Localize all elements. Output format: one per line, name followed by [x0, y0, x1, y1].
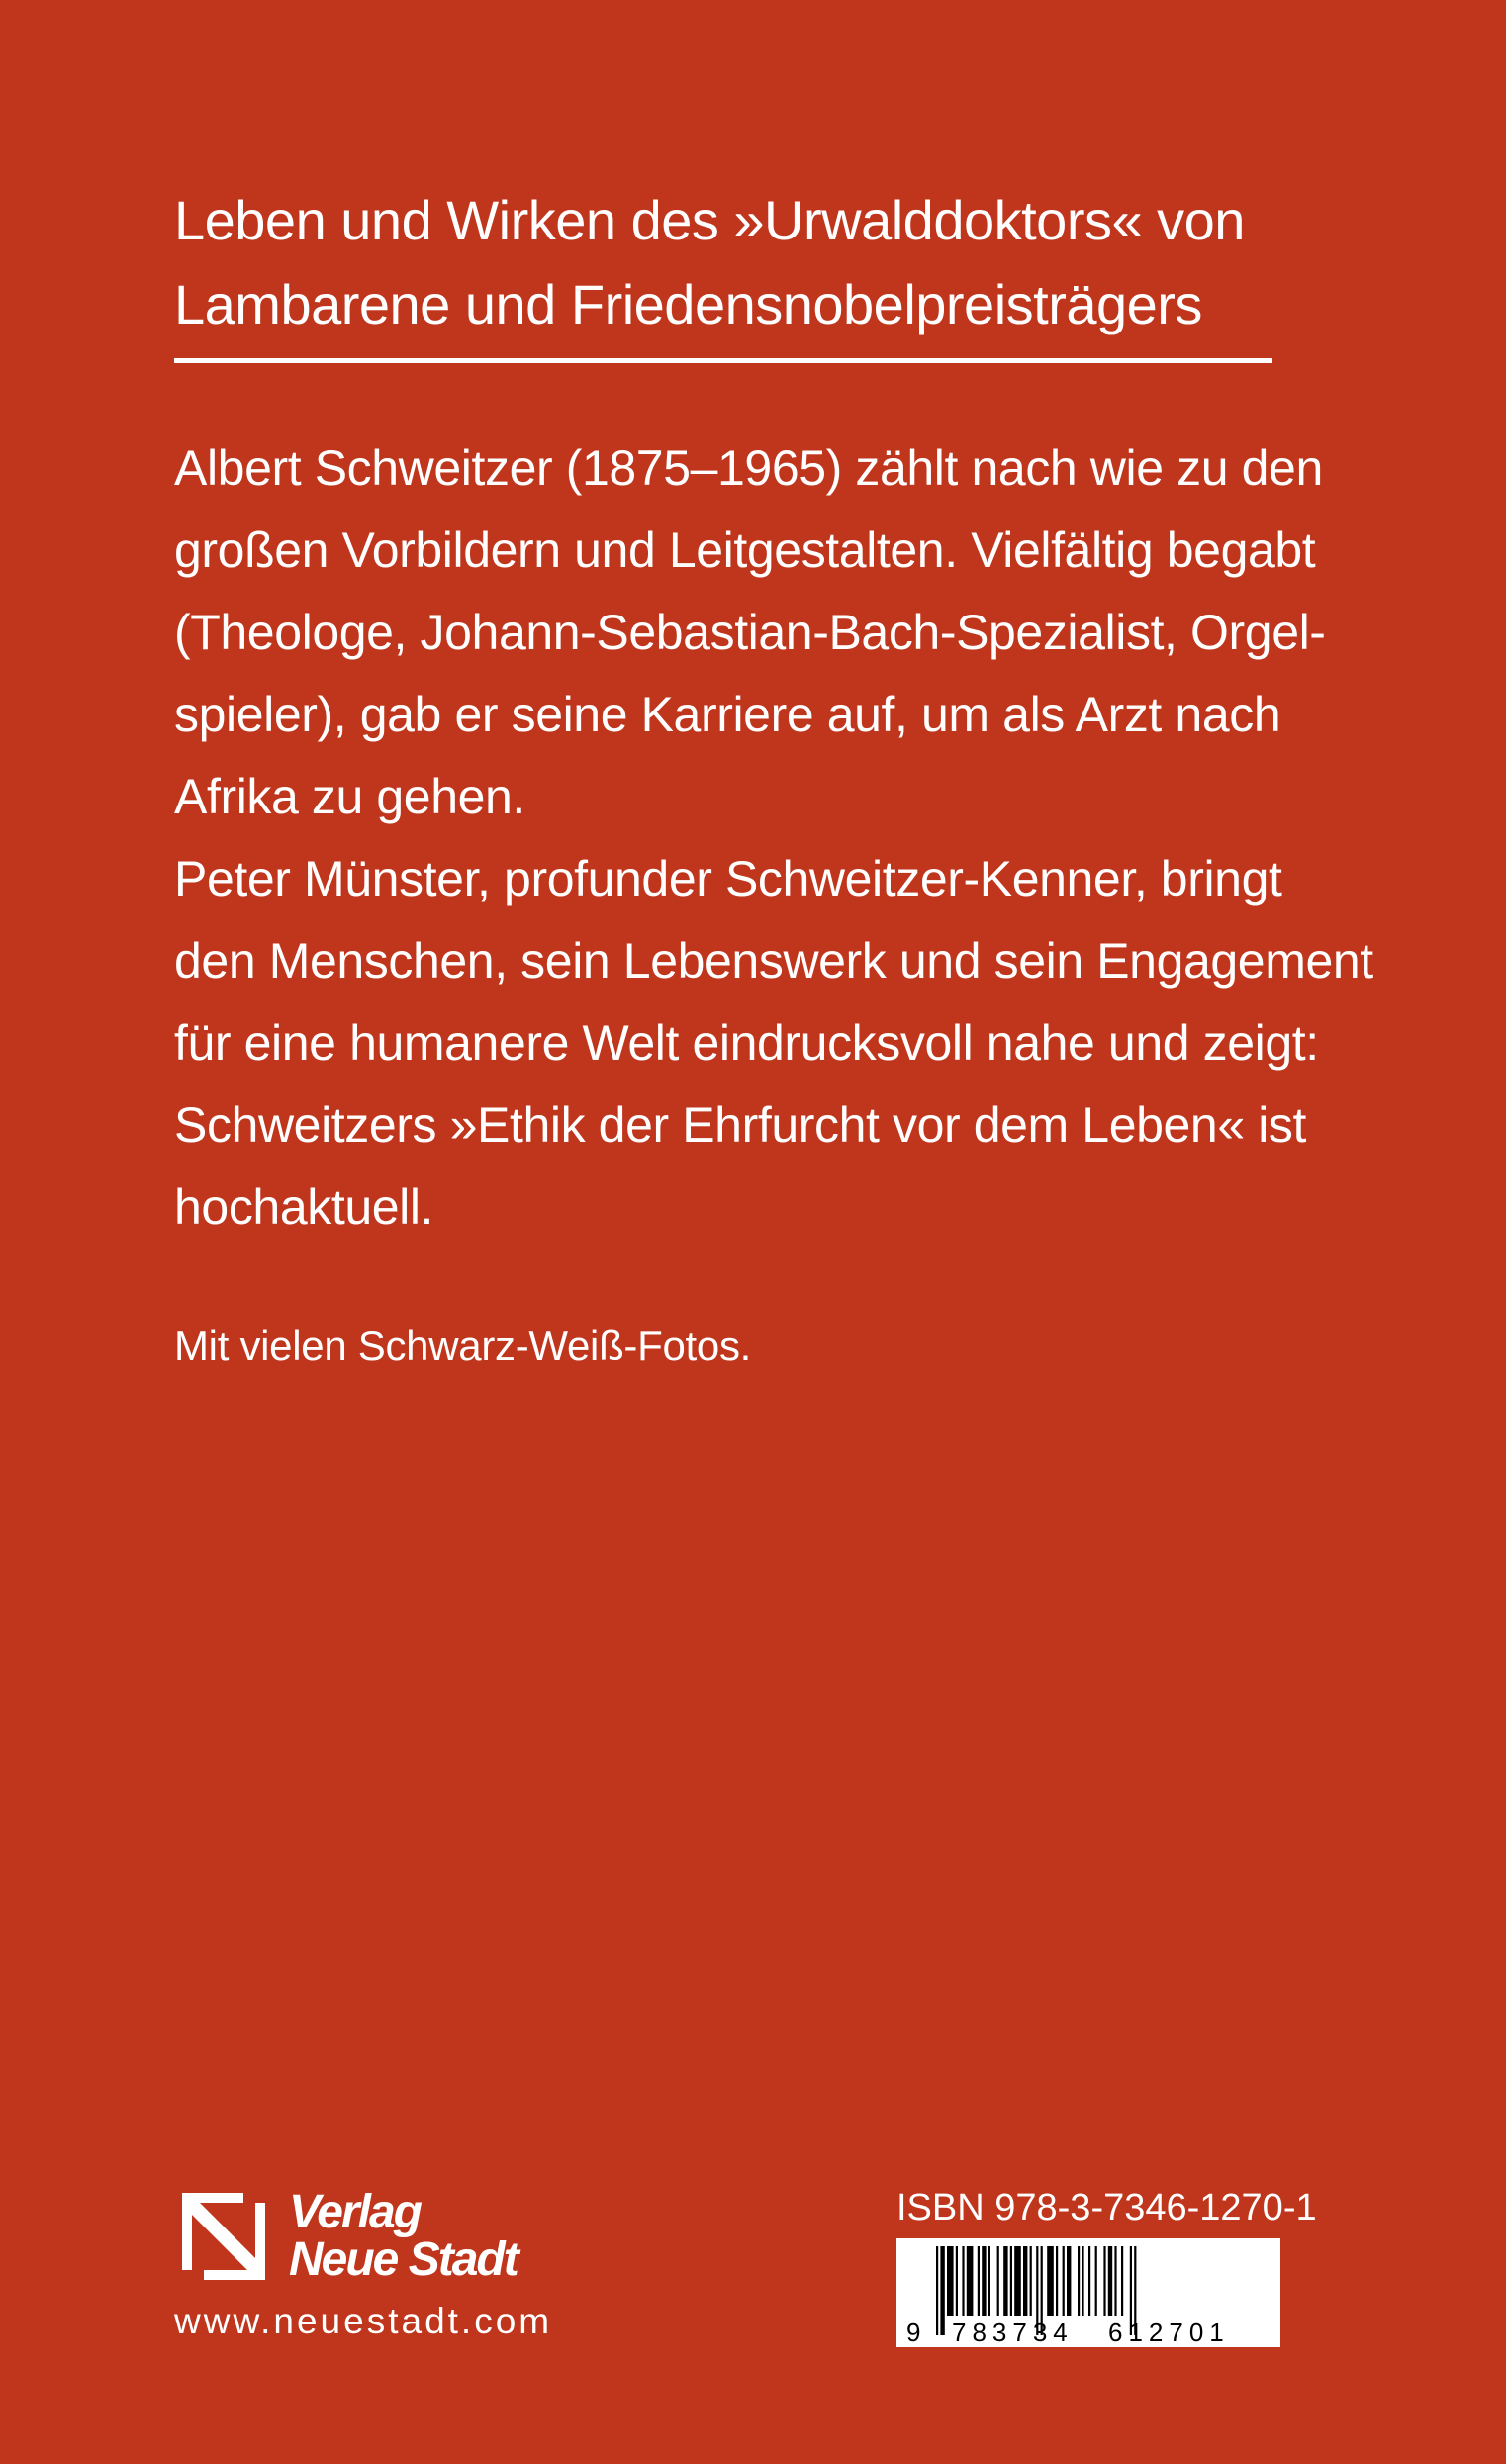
description-line: Peter Münster, profunder Schweitzer-Kenner, bringt: [174, 851, 1282, 906]
barcode-bar: [1047, 2246, 1054, 2316]
description-line: (Theologe, Johann-Sebastian-Bach-Spezialist, Orgel-: [174, 605, 1326, 660]
barcode-bar: [967, 2246, 974, 2316]
barcode-bar: [962, 2246, 964, 2316]
barcode-bar: [947, 2246, 954, 2316]
headline-line: Leben und Wirken des »Urwalddoktors« von: [174, 189, 1245, 251]
barcode-digits-left: 783734: [952, 2318, 1074, 2347]
barcode-bar: [1114, 2246, 1116, 2316]
barcode-bar: [1067, 2246, 1071, 2316]
barcode-bar: [1095, 2246, 1097, 2316]
barcode-bar: [1108, 2246, 1112, 2316]
divider-line: [174, 358, 1272, 363]
barcode-bar: [1063, 2246, 1065, 2316]
barcode-bar: [1003, 2246, 1007, 2316]
publisher-name-line: Verlag: [289, 2186, 421, 2238]
description-line: für eine humanere Welt eindrucksvoll nahe und zeigt:: [174, 1015, 1319, 1071]
barcode-bar: [1010, 2246, 1012, 2316]
barcode-bar: [1014, 2246, 1021, 2316]
barcode-bar: [936, 2246, 938, 2335]
barcode-bar: [940, 2246, 944, 2335]
photo-note: Mit vielen Schwarz-Weiß-Fotos.: [174, 1322, 752, 1369]
description-line: Schweitzers »Ethik der Ehrfurcht vor dem Leben« ist: [174, 1097, 1307, 1153]
barcode-bar: [956, 2246, 958, 2316]
barcode-bar: [1121, 2246, 1123, 2316]
barcode-bar: [1082, 2246, 1083, 2316]
description-line: hochaktuell.: [174, 1180, 434, 1235]
barcode-graphic: [896, 2238, 1280, 2347]
publisher-name-line: Neue Stadt: [289, 2233, 518, 2286]
barcode-bar: [978, 2246, 980, 2316]
barcode-bar: [1056, 2246, 1058, 2316]
description: [174, 427, 1373, 1249]
barcode-bar: [997, 2246, 999, 2316]
publisher-logo-icon: [174, 2187, 273, 2286]
barcode-bar: [1030, 2246, 1032, 2316]
isbn-barcode: [896, 2238, 1280, 2347]
description-line: großen Vorbildern und Leitgestalten. Vielfältig begabt: [174, 522, 1316, 578]
barcode-digits-right: 612701: [1108, 2318, 1230, 2347]
barcode-bar: [1103, 2246, 1105, 2316]
publisher-website: www.neuestadt.com: [174, 2301, 553, 2341]
barcode-bar: [1078, 2246, 1080, 2316]
barcode-bar: [1023, 2246, 1027, 2316]
description-line: Albert Schweitzer (1875–1965) zählt nach wie zu den: [174, 440, 1323, 496]
barcode-bar: [988, 2246, 990, 2316]
publisher-name: [289, 2186, 518, 2286]
barcode-bar: [982, 2246, 986, 2316]
headline: [174, 178, 1322, 346]
publisher-logo: [174, 2187, 518, 2286]
headline-line: Lambarene und Friedensnobelpreisträgers: [174, 273, 1202, 335]
description-line: spieler), gab er seine Karriere auf, um als Arzt nach: [174, 687, 1281, 742]
description-line: Afrika zu gehen.: [174, 769, 525, 824]
description-line: den Menschen, sein Lebenswerk und sein Engagement: [174, 933, 1373, 989]
barcode-bar: [1088, 2246, 1090, 2316]
isbn-label: ISBN 978-3-7346-1270-1: [896, 2187, 1317, 2228]
barcode-digit-first: 9: [906, 2318, 921, 2347]
